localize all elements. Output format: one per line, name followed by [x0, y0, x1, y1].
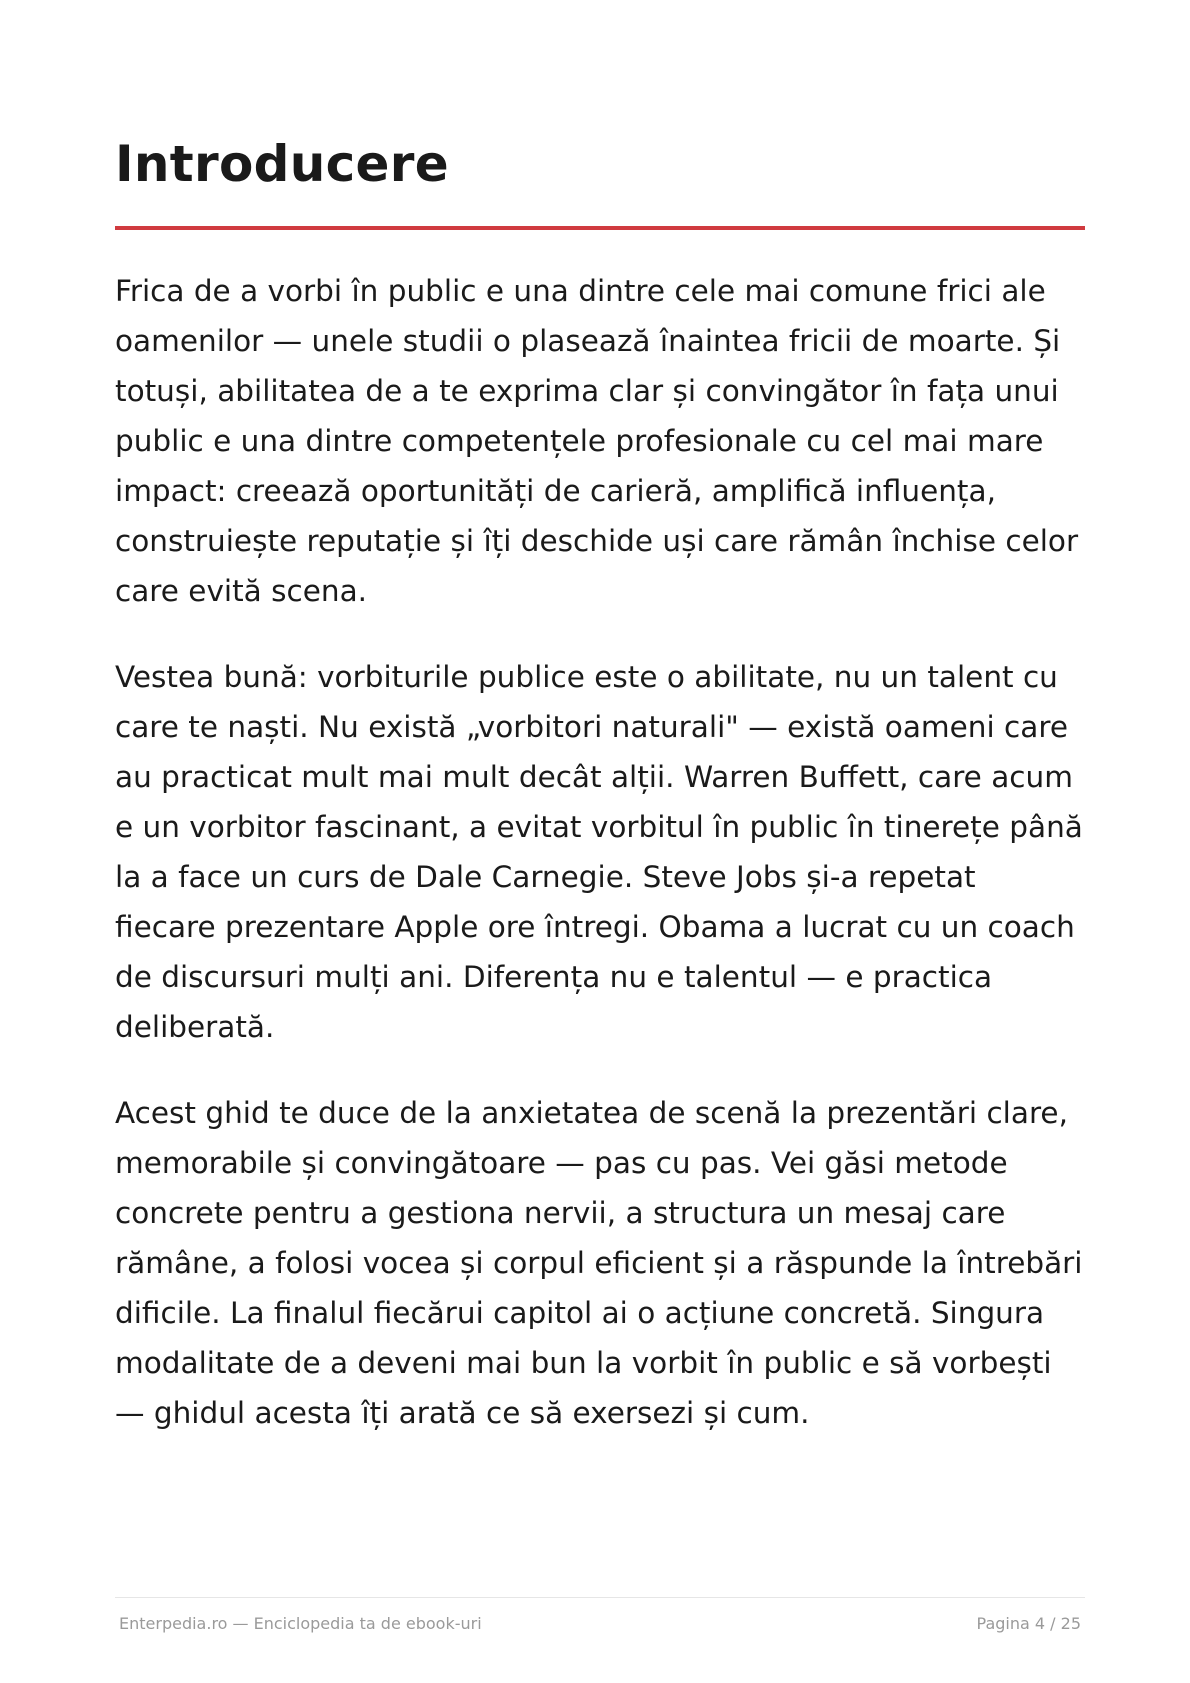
- paragraph-3: Acest ghid te duce de la anxietatea de scenă la prezentări clare, memorabile și convingătoare — pas cu pas. Vei găsi metode concrete pentru a gestiona nervii, a structura un mesaj care rămâne, a folosi vocea și corpul eficient și a răspunde la întrebări dificile. La finalul fiecărui capitol ai o acțiune concretă. Singura modalitate de a deveni mai bun la vorbit în public e să vorbești — ghidul acesta îți arată ce să exersezi și cum.: [115, 1096, 1083, 1430]
- page-title: Introducere: [115, 135, 449, 193]
- body-text: [115, 266, 1085, 1474]
- footer-site-label: Enterpedia.ro — Enciclopedia ta de ebook-uri: [119, 1614, 482, 1633]
- paragraph-1: Frica de a vorbi în public e una dintre cele mai comune frici ale oamenilor — unele studii o plasează înaintea fricii de moarte. Și totuși, abilitatea de a te exprima clar și convingător în fața unui public e una dintre competențele profesionale cu cel mai mare impact: creează oportunități de carieră, amplifică influența, construiește reputație și îți deschide uși care rămân închise celor care evită scena.: [115, 274, 1079, 608]
- title-divider: [115, 226, 1085, 230]
- footer-divider: [115, 1597, 1085, 1598]
- footer-page-number: Pagina 4 / 25: [976, 1614, 1081, 1633]
- paragraph-2: Vestea bună: vorbiturile publice este o abilitate, nu un talent cu care te naști. Nu există „vorbitori naturali" — există oameni care au practicat mult mai mult decât alții. Warren Buffett, care acum e un vorbitor fascinant, a evitat vorbitul în public în tinerețe până la a face un curs de Dale Carnegie. Steve Jobs și-a repetat fiecare prezentare Apple ore întregi. Obama a lucrat cu un coach de discursuri mulți ani. Diferența nu e talentul — e practica deliberată.: [115, 660, 1083, 1044]
